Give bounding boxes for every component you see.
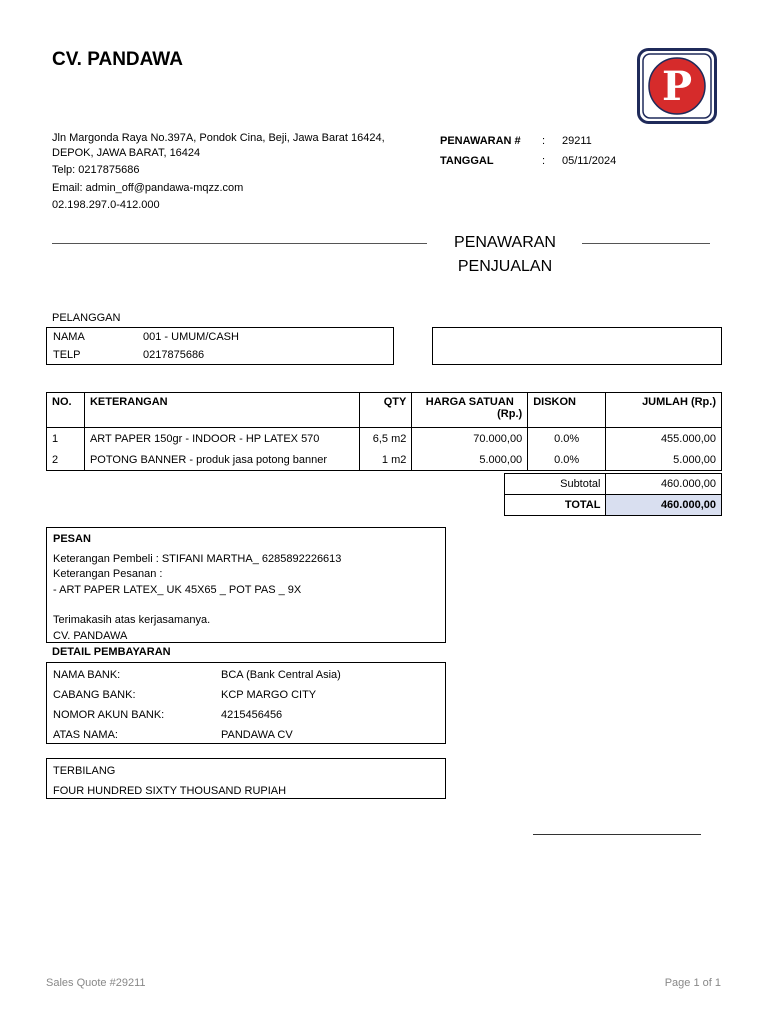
colon: : xyxy=(542,135,546,147)
unit-price-header-line1: HARGA SATUAN xyxy=(425,396,514,408)
subtotal-value: 460.000,00 xyxy=(606,474,722,495)
colon: : xyxy=(542,155,546,167)
row-no: 2 xyxy=(47,449,85,471)
totals-table xyxy=(504,473,722,516)
payment-row xyxy=(53,725,439,745)
company-tax-id: 02.198.297.0-412.000 xyxy=(52,199,160,211)
col-header-amount: JUMLAH (Rp.) xyxy=(606,393,722,428)
message-line: Keterangan Pesanan : xyxy=(53,568,163,580)
row-description: POTONG BANNER - produk jasa potong banner xyxy=(84,449,359,471)
footer-document-ref: Sales Quote #29211 xyxy=(46,977,146,989)
row-unit-price: 70.000,00 xyxy=(412,428,528,450)
title-line-2: PENJUALAN xyxy=(457,258,553,275)
row-qty: 6,5 m2 xyxy=(360,428,412,450)
message-heading: PESAN xyxy=(53,533,91,545)
col-header-unit-price xyxy=(412,393,528,428)
subtotal-row xyxy=(505,474,722,495)
payment-value: BCA (Bank Central Asia) xyxy=(221,669,341,681)
customer-name-value: 001 - UMUM/CASH xyxy=(143,331,239,343)
address-line-2: DEPOK, JAWA BARAT, 16424 xyxy=(52,146,201,159)
company-logo xyxy=(637,48,717,124)
date-value: 05/11/2024 xyxy=(562,155,617,167)
message-line: CV. PANDAWA xyxy=(53,629,128,642)
blank-info-box xyxy=(432,327,722,365)
col-header-discount: DISKON xyxy=(528,393,606,428)
document-title xyxy=(428,231,582,279)
quote-number-label: PENAWARAN # xyxy=(440,135,521,147)
row-amount: 5.000,00 xyxy=(606,449,722,471)
customer-section-label: PELANGGAN xyxy=(52,312,121,324)
subtotal-label: Subtotal xyxy=(505,474,606,495)
payment-details-box xyxy=(46,662,446,744)
payment-label: ATAS NAMA: xyxy=(53,729,118,741)
amount-in-words-label: TERBILANG xyxy=(53,765,116,777)
items-table xyxy=(46,392,722,471)
row-description: ART PAPER 150gr - INDOOR - HP LATEX 570 xyxy=(84,428,359,450)
row-qty: 1 m2 xyxy=(360,449,412,471)
unit-price-header-line2: (Rp.) xyxy=(497,408,523,420)
table-row xyxy=(47,428,722,450)
row-discount: 0.0% xyxy=(528,449,606,471)
payment-label: NOMOR AKUN BANK: xyxy=(53,709,165,721)
payment-row xyxy=(53,685,439,705)
logo-letter: P xyxy=(661,63,693,110)
table-header-row xyxy=(47,393,722,428)
row-no: 1 xyxy=(47,428,85,450)
message-line: Keterangan Pembeli : STIFANI MARTHA_ 6285892226613 xyxy=(53,552,342,565)
total-row xyxy=(505,495,722,516)
customer-phone-label: TELP xyxy=(53,349,81,361)
table-row xyxy=(47,449,722,471)
payment-value: 4215456456 xyxy=(221,709,283,721)
company-address-block xyxy=(52,130,385,215)
company-phone: Telp: 0217875686 xyxy=(52,164,140,176)
company-name: CV. PANDAWA xyxy=(52,49,183,70)
payment-label: CABANG BANK: xyxy=(53,689,136,701)
total-value: 460.000,00 xyxy=(606,495,722,516)
company-email: Email: admin_off@pandawa-mqzz.com xyxy=(52,181,244,194)
amount-in-words-value: FOUR HUNDRED SIXTY THOUSAND RUPIAH xyxy=(53,785,287,797)
customer-phone-value: 0217875686 xyxy=(143,349,205,361)
title-divider-right xyxy=(582,243,710,244)
payment-label: NAMA BANK: xyxy=(53,669,121,681)
payment-row xyxy=(53,665,439,685)
customer-name-label: NAMA xyxy=(53,331,85,343)
payment-row xyxy=(53,705,439,725)
message-line: Terimakasih atas kerjasamanya. xyxy=(53,614,211,626)
title-line-1: PENAWARAN xyxy=(454,234,556,251)
payment-heading: DETAIL PEMBAYARAN xyxy=(52,646,171,658)
payment-value: KCP MARGO CITY xyxy=(221,689,317,701)
col-header-description: KETERANGAN xyxy=(84,393,359,428)
row-unit-price: 5.000,00 xyxy=(412,449,528,471)
title-divider-left xyxy=(52,243,427,244)
address-line-1: Jln Margonda Raya No.397A, Pondok Cina, Beji, Jawa Barat 16424, xyxy=(52,132,385,144)
customer-box xyxy=(46,327,394,365)
row-amount: 455.000,00 xyxy=(606,428,722,450)
footer-page-number: Page 1 of 1 xyxy=(664,977,721,989)
date-label: TANGGAL xyxy=(440,155,494,167)
amount-in-words-box xyxy=(46,758,446,799)
quote-meta xyxy=(440,131,616,171)
total-label: TOTAL xyxy=(505,495,606,516)
message-box xyxy=(46,527,446,643)
quote-number-value: 29211 xyxy=(562,135,592,147)
row-discount: 0.0% xyxy=(528,428,606,450)
col-header-no: NO. xyxy=(47,393,85,428)
signature-line xyxy=(533,834,701,835)
payment-value: PANDAWA CV xyxy=(221,729,293,741)
message-line: - ART PAPER LATEX_ UK 45X65 _ POT PAS _ 9X xyxy=(53,583,302,596)
col-header-qty: QTY xyxy=(360,393,412,428)
